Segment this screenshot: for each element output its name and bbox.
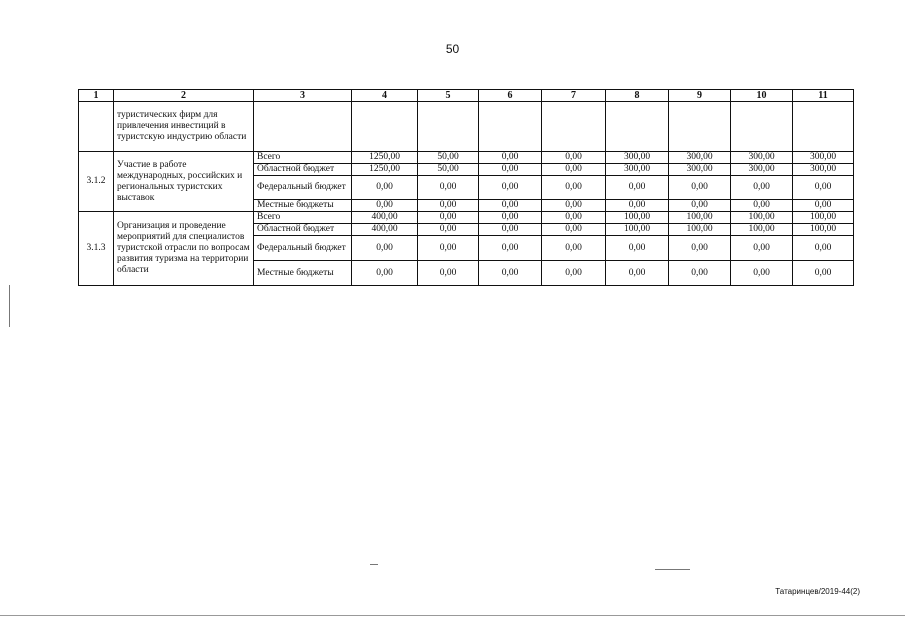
value-cell: 300,00 — [731, 152, 793, 164]
value-cell: 0,00 — [479, 212, 542, 224]
value-cell: 100,00 — [731, 212, 793, 224]
page-number: 50 — [445, 42, 460, 56]
value-cell: 0,00 — [606, 261, 669, 286]
budget-table — [78, 89, 854, 286]
item-code-cell: 3.1.2 — [79, 152, 114, 212]
value-cell: 0,00 — [542, 164, 606, 176]
scan-artifact-dash — [370, 564, 378, 565]
value-cell: 0,00 — [606, 176, 669, 200]
value-cell: 0,00 — [669, 236, 731, 261]
value-cell: 0,00 — [793, 236, 854, 261]
value-cell: 0,00 — [479, 261, 542, 286]
value-cell: 300,00 — [793, 164, 854, 176]
value-cell: 0,00 — [352, 261, 418, 286]
funding-source-cell: Всего — [254, 212, 352, 224]
funding-source-cell: Федеральный бюджет — [254, 236, 352, 261]
value-cell: 0,00 — [793, 176, 854, 200]
item-name-cell: Организация и проведение мероприятий для специалистов туристской отрасли по вопросам развития туризма на территории области — [114, 212, 254, 286]
value-cell: 0,00 — [352, 236, 418, 261]
empty-cell — [352, 102, 418, 152]
value-cell: 50,00 — [418, 164, 479, 176]
value-cell: 400,00 — [352, 212, 418, 224]
value-cell: 100,00 — [606, 212, 669, 224]
value-cell: 0,00 — [793, 261, 854, 286]
column-header: 1 — [79, 90, 114, 102]
value-cell: 300,00 — [793, 152, 854, 164]
value-cell: 0,00 — [669, 261, 731, 286]
funding-source-cell: Областной бюджет — [254, 164, 352, 176]
column-header: 7 — [542, 90, 606, 102]
value-cell: 0,00 — [606, 236, 669, 261]
value-cell: 0,00 — [479, 152, 542, 164]
value-cell: 300,00 — [606, 164, 669, 176]
value-cell: 0,00 — [479, 176, 542, 200]
value-cell: 100,00 — [669, 224, 731, 236]
empty-cell — [418, 102, 479, 152]
item-code-cell: 3.1.3 — [79, 212, 114, 286]
funding-source-cell: Местные бюджеты — [254, 200, 352, 212]
column-header: 4 — [352, 90, 418, 102]
value-cell: 0,00 — [542, 200, 606, 212]
bottom-edge-line — [0, 615, 905, 616]
column-header: 9 — [669, 90, 731, 102]
item-name-cell: Участие в работе международных, российских и региональных туристских выставок — [114, 152, 254, 212]
value-cell: 1250,00 — [352, 164, 418, 176]
value-cell: 0,00 — [669, 200, 731, 212]
value-cell: 300,00 — [669, 164, 731, 176]
value-cell: 0,00 — [542, 261, 606, 286]
empty-cell — [542, 102, 606, 152]
value-cell: 100,00 — [669, 212, 731, 224]
column-header: 2 — [114, 90, 254, 102]
value-cell: 50,00 — [418, 152, 479, 164]
value-cell: 0,00 — [418, 176, 479, 200]
value-cell: 0,00 — [542, 152, 606, 164]
value-cell: 300,00 — [731, 164, 793, 176]
column-header: 3 — [254, 90, 352, 102]
table-row — [79, 152, 854, 164]
empty-cell — [254, 102, 352, 152]
funding-source-cell: Федеральный бюджет — [254, 176, 352, 200]
value-cell: 0,00 — [606, 200, 669, 212]
scan-artifact-dash — [655, 569, 690, 570]
column-header: 10 — [731, 90, 793, 102]
scan-artifact-left — [9, 285, 10, 327]
value-cell: 300,00 — [606, 152, 669, 164]
table-row — [79, 212, 854, 224]
value-cell: 0,00 — [542, 224, 606, 236]
value-cell: 400,00 — [352, 224, 418, 236]
funding-source-cell: Местные бюджеты — [254, 261, 352, 286]
value-cell: 0,00 — [479, 224, 542, 236]
value-cell: 0,00 — [542, 236, 606, 261]
header-row — [79, 90, 854, 102]
value-cell: 0,00 — [418, 261, 479, 286]
empty-cell — [479, 102, 542, 152]
value-cell: 100,00 — [793, 212, 854, 224]
funding-source-cell: Областной бюджет — [254, 224, 352, 236]
value-cell: 0,00 — [479, 164, 542, 176]
value-cell: 100,00 — [731, 224, 793, 236]
column-header: 6 — [479, 90, 542, 102]
value-cell: 0,00 — [542, 176, 606, 200]
item-code-cell — [79, 102, 114, 152]
value-cell: 1250,00 — [352, 152, 418, 164]
empty-cell — [731, 102, 793, 152]
value-cell: 0,00 — [418, 212, 479, 224]
value-cell: 0,00 — [418, 200, 479, 212]
value-cell: 0,00 — [418, 224, 479, 236]
empty-cell — [793, 102, 854, 152]
column-header: 8 — [606, 90, 669, 102]
value-cell: 0,00 — [731, 261, 793, 286]
document-id: Татаринцев/2019-44(2) — [775, 587, 860, 596]
continuation-row — [79, 102, 854, 152]
value-cell: 100,00 — [793, 224, 854, 236]
value-cell: 300,00 — [669, 152, 731, 164]
value-cell: 0,00 — [352, 176, 418, 200]
funding-source-cell: Всего — [254, 152, 352, 164]
value-cell: 0,00 — [479, 236, 542, 261]
item-name-cell: туристических фирм для привлечения инвестиций в туристскую индустрию области — [114, 102, 254, 152]
value-cell: 0,00 — [793, 200, 854, 212]
value-cell: 0,00 — [731, 200, 793, 212]
value-cell: 0,00 — [731, 176, 793, 200]
value-cell: 0,00 — [731, 236, 793, 261]
empty-cell — [606, 102, 669, 152]
column-header: 11 — [793, 90, 854, 102]
column-header: 5 — [418, 90, 479, 102]
empty-cell — [669, 102, 731, 152]
value-cell: 0,00 — [669, 176, 731, 200]
value-cell: 0,00 — [352, 200, 418, 212]
value-cell: 100,00 — [606, 224, 669, 236]
value-cell: 0,00 — [418, 236, 479, 261]
value-cell: 0,00 — [479, 200, 542, 212]
value-cell: 0,00 — [542, 212, 606, 224]
